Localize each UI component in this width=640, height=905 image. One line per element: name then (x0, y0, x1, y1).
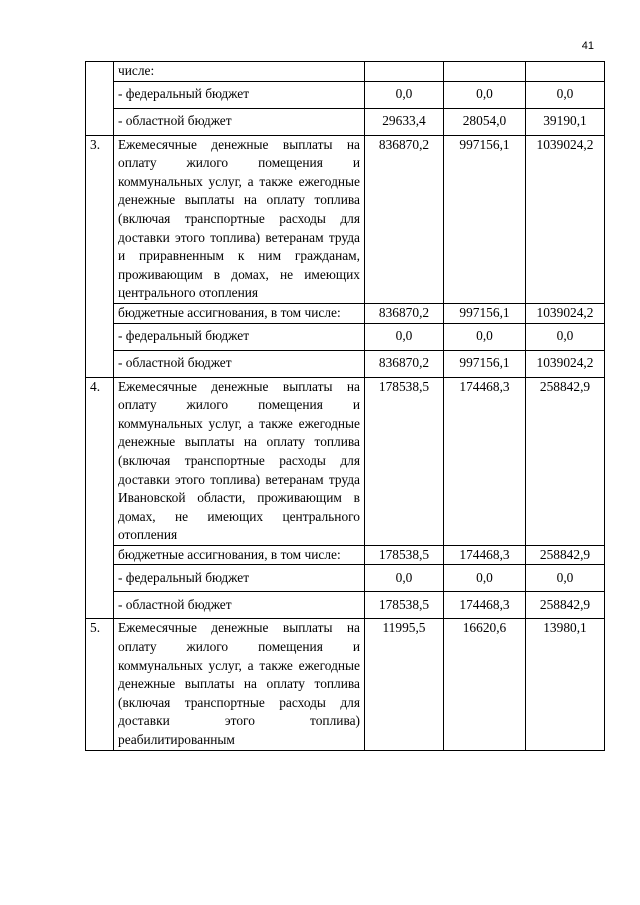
row-description: Ежемесячные денежные выплаты на оплату жилого помещения и коммунальных услуг, а также ежегодные денежные выплаты на оплату топлива (включая транспортные расходы для доставки этого топлива) ветеранам труда и приравненным к ним гражданам, проживающим в домах, не имеющих центрального отопления (114, 135, 365, 303)
value-year-1: 178538,5 (365, 592, 444, 619)
value-year-2: 174468,3 (444, 545, 526, 565)
value-year-3: 258842,9 (526, 377, 605, 545)
value-year-3: 1039024,2 (526, 303, 605, 323)
row-description: - областной бюджет (114, 592, 365, 619)
value-year-2: 16620,6 (444, 619, 526, 750)
value-year-1: 11995,5 (365, 619, 444, 750)
value-year-1: 836870,2 (365, 135, 444, 303)
value-year-2: 997156,1 (444, 303, 526, 323)
table-row (86, 62, 605, 82)
row-number: 5. (86, 619, 114, 750)
row-description: числе: (114, 62, 365, 82)
table-row (86, 135, 605, 303)
value-year-1: 29633,4 (365, 108, 444, 135)
value-year-3: 258842,9 (526, 545, 605, 565)
value-year-1: 0,0 (365, 323, 444, 350)
table-row (86, 303, 605, 323)
row-description: - областной бюджет (114, 350, 365, 377)
value-year-1: 0,0 (365, 565, 444, 592)
value-year-2: 28054,0 (444, 108, 526, 135)
value-year-3: 0,0 (526, 565, 605, 592)
row-description: - федеральный бюджет (114, 81, 365, 108)
value-year-3: 1039024,2 (526, 135, 605, 303)
row-description: - федеральный бюджет (114, 323, 365, 350)
value-year-1 (365, 62, 444, 82)
value-year-3: 0,0 (526, 323, 605, 350)
row-description: - областной бюджет (114, 108, 365, 135)
value-year-3: 1039024,2 (526, 350, 605, 377)
value-year-1: 178538,5 (365, 545, 444, 565)
row-description: Ежемесячные денежные выплаты на оплату жилого помещения и коммунальных услуг, а также ежегодные денежные выплаты на оплату топлива (включая транспортные расходы для доставки этого топлива) реабилитированным (114, 619, 365, 750)
page-number: 41 (581, 40, 594, 52)
value-year-1: 0,0 (365, 81, 444, 108)
value-year-3: 39190,1 (526, 108, 605, 135)
table-row (86, 565, 605, 592)
value-year-2: 0,0 (444, 565, 526, 592)
value-year-2: 174468,3 (444, 377, 526, 545)
row-description: бюджетные ассигнования, в том числе: (114, 303, 365, 323)
table-row (86, 619, 605, 750)
value-year-3 (526, 62, 605, 82)
table-row (86, 323, 605, 350)
row-description: Ежемесячные денежные выплаты на оплату жилого помещения и коммунальных услуг, а также ежегодные денежные выплаты на оплату топлива (включая транспортные расходы для доставки этого топлива) ветеранам труда Ивановской области, проживающим в домах, не имеющих центрального отопления (114, 377, 365, 545)
value-year-1: 836870,2 (365, 303, 444, 323)
table-row (86, 545, 605, 565)
row-number: 3. (86, 135, 114, 377)
value-year-3: 258842,9 (526, 592, 605, 619)
value-year-2 (444, 62, 526, 82)
value-year-2: 997156,1 (444, 350, 526, 377)
value-year-3: 13980,1 (526, 619, 605, 750)
row-number: 4. (86, 377, 114, 619)
table-row (86, 592, 605, 619)
table-row (86, 350, 605, 377)
value-year-2: 0,0 (444, 81, 526, 108)
value-year-2: 174468,3 (444, 592, 526, 619)
value-year-2: 0,0 (444, 323, 526, 350)
value-year-2: 997156,1 (444, 135, 526, 303)
value-year-1: 178538,5 (365, 377, 444, 545)
value-year-1: 836870,2 (365, 350, 444, 377)
value-year-3: 0,0 (526, 81, 605, 108)
row-description: - федеральный бюджет (114, 565, 365, 592)
budget-table (85, 61, 605, 751)
row-number (86, 62, 114, 136)
row-description: бюджетные ассигнования, в том числе: (114, 545, 365, 565)
table-row (86, 108, 605, 135)
table-row (86, 377, 605, 545)
table-row (86, 81, 605, 108)
